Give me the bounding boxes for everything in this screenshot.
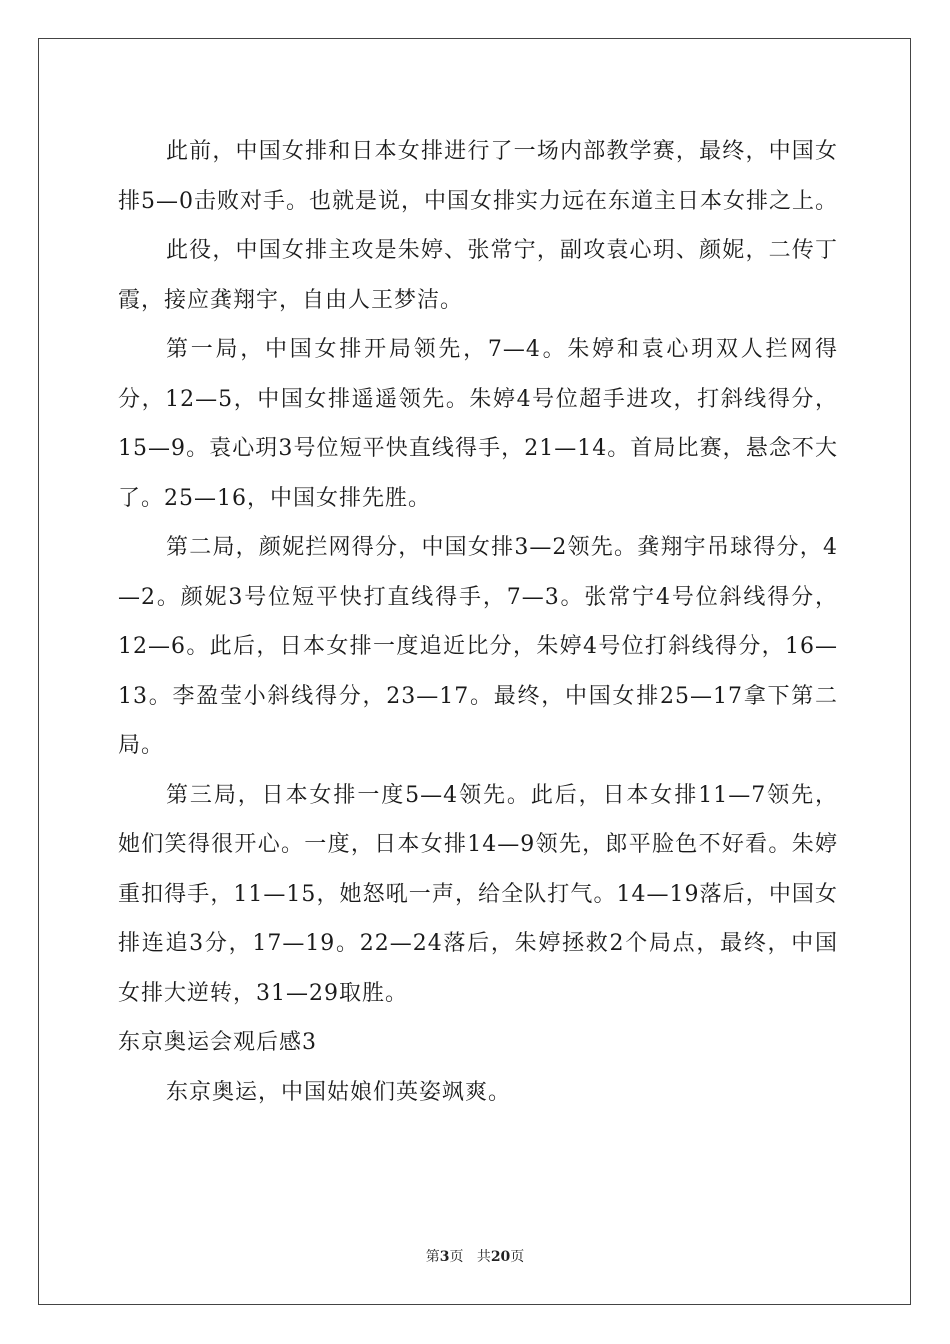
footer-total-prefix: 共 xyxy=(476,1249,491,1265)
footer-page-suffix: 页 xyxy=(449,1249,464,1265)
document-body xyxy=(118,127,838,1117)
paragraph-3: 第一局，中国女排开局领先，7—4。朱婷和袁心玥双人拦网得分，12—5，中国女排遥遥领先。朱婷4号位超手进攻，打斜线得分，15—9。袁心玥3号位短平快直线得手，21—14。首局比赛，悬念不大了。25—16，中国女排先胜。 xyxy=(118,337,838,511)
paragraph-5: 第三局，日本女排一度5—4领先。此后，日本女排11—7领先，她们笑得很开心。一度，日本女排14—9领先，郎平脸色不好看。朱婷重扣得手，11—15，她怒吼一声，给全队打气。14—19落后，中国女排连追3分，17—19。22—24落后，朱婷拯救2个局点，最终，中国女排大逆转，31—29取胜。 xyxy=(118,782,838,1006)
section-heading: 东京奥运会观后感3 xyxy=(118,1030,317,1055)
footer-total-suffix: 页 xyxy=(510,1249,525,1265)
total-pages-number: 20 xyxy=(490,1249,511,1265)
paragraph-1: 此前，中国女排和日本女排进行了一场内部教学赛，最终，中国女排5—0击败对手。也就是说，中国女排实力远在东道主日本女排之上。 xyxy=(118,139,838,214)
paragraph-2: 此役，中国女排主攻是朱婷、张常宁，副攻袁心玥、颜妮，二传丁霞，接应龚翔宇，自由人王梦洁。 xyxy=(118,238,838,313)
closing-paragraph: 东京奥运，中国姑娘们英姿飒爽。 xyxy=(166,1079,512,1105)
page-footer xyxy=(0,1246,950,1266)
footer-prefix: 第 xyxy=(425,1249,440,1265)
current-page-number: 3 xyxy=(439,1249,450,1265)
paragraph-4: 第二局，颜妮拦网得分，中国女排3—2领先。龚翔宇吊球得分，4—2。颜妮3号位短平快打直线得手，7—3。张常宁4号位斜线得分，12—6。此后，日本女排一度追近比分，朱婷4号位打斜线得分，16—13。李盈莹小斜线得分，23—17。最终，中国女排25—17拿下第二局。 xyxy=(118,535,838,758)
